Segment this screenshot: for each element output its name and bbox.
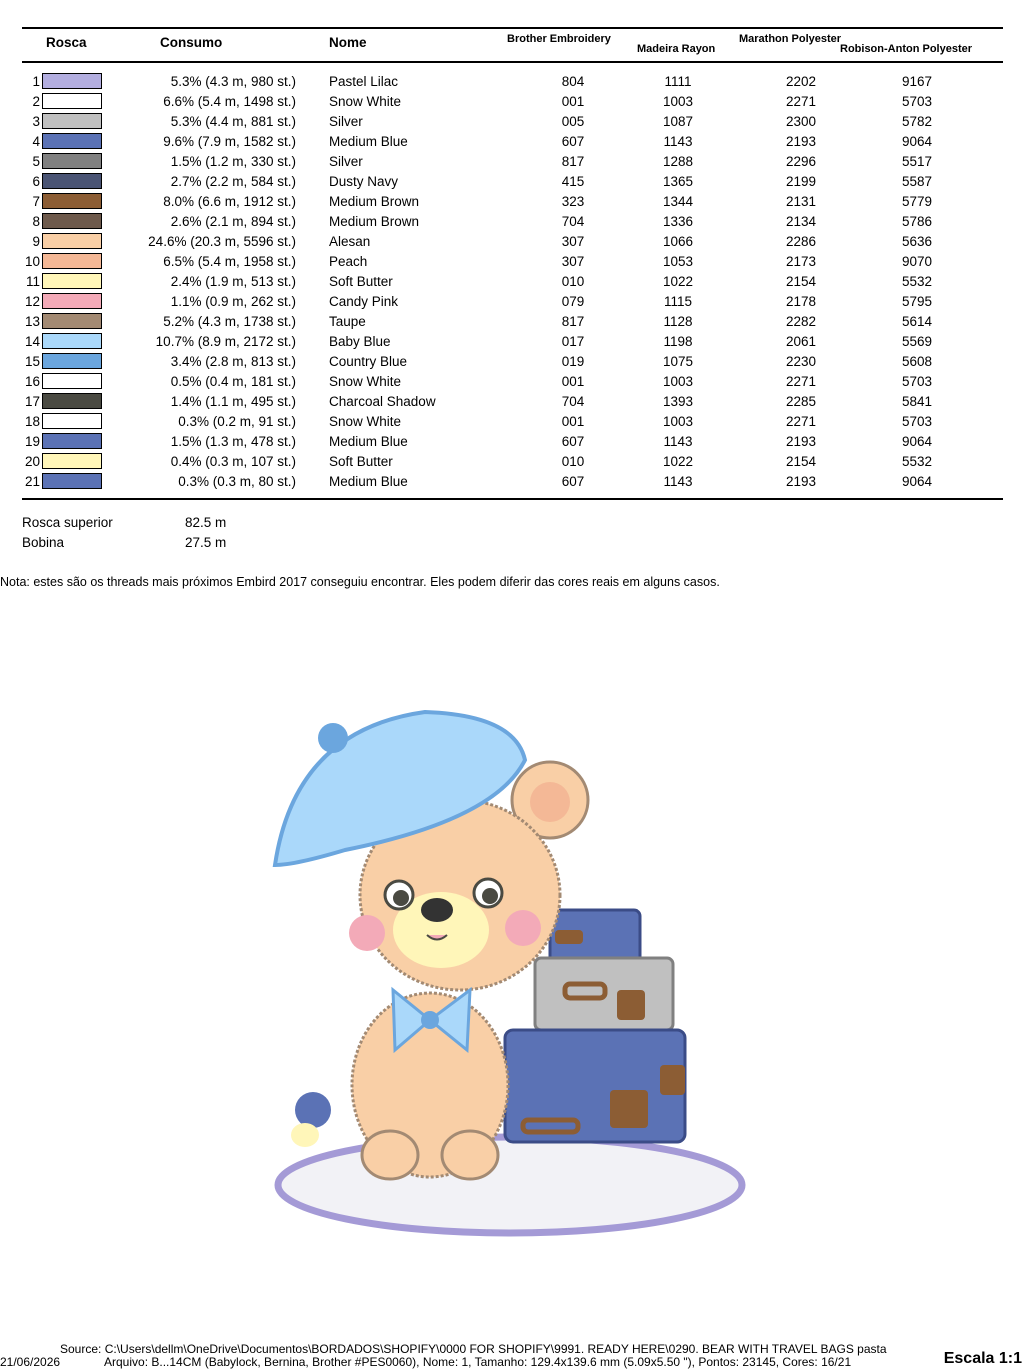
row-madeira: 1003 [662,414,694,429]
row-consumo: 2.7% (2.2 m, 584 st.) [170,174,296,189]
row-marathon: 2230 [785,354,817,369]
row-marathon: 2154 [785,274,817,289]
table-row [0,212,1024,232]
row-number: 3 [32,114,40,129]
header-consumo: Consumo [160,35,223,50]
row-madeira: 1393 [662,394,694,409]
color-swatch [42,433,102,449]
row-robison: 5782 [901,114,933,129]
color-swatch [42,453,102,469]
row-nome: Baby Blue [329,334,391,349]
row-robison: 5795 [901,294,933,309]
color-swatch [42,93,102,109]
row-nome: Candy Pink [329,294,399,309]
row-consumo: 0.4% (0.3 m, 107 st.) [170,454,296,469]
table-row [0,132,1024,152]
row-robison: 5532 [901,454,933,469]
row-brother: 005 [561,114,585,129]
table-row [0,92,1024,112]
row-consumo: 1.1% (0.9 m, 262 st.) [170,294,296,309]
header-robison: Robison-Anton Polyester [840,43,973,55]
row-madeira: 1288 [662,154,694,169]
row-robison: 5614 [901,314,933,329]
row-robison: 9070 [901,254,933,269]
row-marathon: 2193 [785,474,817,489]
footer-scale: Escala 1:1 [943,1350,1022,1367]
row-consumo: 5.3% (4.4 m, 881 st.) [170,114,296,129]
row-marathon: 2199 [785,174,817,189]
row-nome: Silver [329,154,363,169]
row-madeira: 1066 [662,234,694,249]
row-nome: Medium Brown [329,214,420,229]
row-brother: 704 [561,214,585,229]
row-consumo: 1.5% (1.3 m, 478 st.) [170,434,296,449]
table-row [0,292,1024,312]
row-brother: 415 [561,174,585,189]
row-consumo: 3.4% (2.8 m, 813 st.) [170,354,296,369]
row-robison: 5703 [901,94,933,109]
header-bottom-rule [22,61,1003,63]
row-robison: 5608 [901,354,933,369]
row-robison: 9064 [901,474,933,489]
color-swatch [42,293,102,309]
row-madeira: 1128 [663,314,693,329]
row-consumo: 5.2% (4.3 m, 1738 st.) [163,314,296,329]
color-swatch [42,213,102,229]
header-nome: Nome [329,35,367,50]
row-madeira: 1111 [664,74,692,89]
row-nome: Snow White [329,374,402,389]
row-brother: 001 [561,414,585,429]
row-brother: 323 [561,194,585,209]
row-robison: 5636 [901,234,933,249]
table-row [0,252,1024,272]
table-row [0,72,1024,92]
table-row [0,312,1024,332]
row-brother: 079 [561,294,585,309]
row-robison: 5517 [901,154,933,169]
row-nome: Medium Brown [329,194,420,209]
table-row [0,112,1024,132]
row-nome: Alesan [329,234,371,249]
row-number: 20 [24,454,40,469]
color-swatch [42,333,102,349]
color-swatch [42,193,102,209]
row-number: 1 [32,74,40,89]
row-marathon: 2193 [785,134,817,149]
color-swatch [42,173,102,189]
row-number: 13 [24,314,40,329]
row-brother: 607 [561,434,585,449]
color-swatch [42,153,102,169]
row-marathon: 2178 [785,294,817,309]
total-superior-value: 82.5 m [185,515,227,530]
row-robison: 5569 [901,334,933,349]
total-bobina-label: Bobina [22,535,65,550]
color-swatch [42,233,102,249]
row-consumo: 6.6% (5.4 m, 1498 st.) [163,94,296,109]
row-marathon: 2285 [785,394,817,409]
table-row [0,472,1024,492]
row-consumo: 10.7% (8.9 m, 2172 st.) [155,334,296,349]
row-consumo: 2.4% (1.9 m, 513 st.) [170,274,296,289]
color-swatch [42,353,102,369]
table-bottom-rule [22,498,1003,500]
row-brother: 607 [561,474,585,489]
row-number: 9 [32,234,40,249]
row-robison: 9064 [901,134,933,149]
row-number: 19 [24,434,40,449]
row-robison: 9167 [901,74,933,89]
table-row [0,152,1024,172]
footer-source: Source: C:\Users\dellm\OneDrive\Documentos\BORDADOS\SHOPIFY\0000 FOR SHOPIFY\9991. READY HERE\0290. BEAR WITH TRAVEL BAGS pasta [60,1342,887,1356]
row-robison: 5587 [901,174,933,189]
header-rosca: Rosca [46,35,87,50]
table-row [0,392,1024,412]
row-robison: 5703 [901,414,933,429]
row-brother: 010 [561,454,585,469]
table-row [0,412,1024,432]
color-swatch [42,393,102,409]
row-nome: Soft Butter [329,274,393,289]
table-row [0,192,1024,212]
row-marathon: 2173 [785,254,817,269]
row-nome: Charcoal Shadow [329,394,436,409]
row-number: 7 [32,194,40,209]
row-brother: 804 [561,74,585,89]
row-number: 4 [32,134,40,149]
row-nome: Taupe [329,314,366,329]
table-row [0,432,1024,452]
row-consumo: 1.5% (1.2 m, 330 st.) [170,154,296,169]
row-marathon: 2202 [785,74,817,89]
row-consumo: 9.6% (7.9 m, 1582 st.) [163,134,296,149]
row-madeira: 1365 [662,174,694,189]
row-madeira: 1143 [663,134,693,149]
row-number: 14 [24,334,40,349]
table-row [0,372,1024,392]
color-swatch [42,473,102,489]
row-number: 12 [24,294,40,309]
row-robison: 9064 [901,434,933,449]
row-nome: Snow White [329,414,402,429]
row-madeira: 1143 [663,474,693,489]
row-marathon: 2271 [785,374,817,389]
row-marathon: 2131 [785,194,817,209]
row-number: 15 [24,354,40,369]
color-swatch [42,133,102,149]
row-brother: 607 [561,134,585,149]
row-number: 11 [25,274,40,289]
row-madeira: 1336 [662,214,694,229]
row-madeira: 1344 [662,194,694,209]
row-marathon: 2271 [785,94,817,109]
table-row [0,172,1024,192]
row-nome: Dusty Navy [329,174,399,189]
row-consumo: 24.6% (20.3 m, 5596 st.) [148,234,296,249]
row-madeira: 1022 [662,274,694,289]
row-brother: 001 [561,374,585,389]
row-nome: Soft Butter [329,454,393,469]
table-row [0,272,1024,292]
row-number: 6 [32,174,40,189]
row-consumo: 2.6% (2.1 m, 894 st.) [170,214,296,229]
row-madeira: 1053 [662,254,694,269]
row-brother: 307 [561,234,585,249]
row-number: 2 [32,94,40,109]
row-marathon: 2300 [785,114,817,129]
row-brother: 817 [561,154,585,169]
row-number: 17 [24,394,40,409]
row-consumo: 0.5% (0.4 m, 181 st.) [170,374,296,389]
row-brother: 307 [561,254,585,269]
color-swatch [42,273,102,289]
row-number: 10 [24,254,40,269]
total-superior-label: Rosca superior [22,515,113,530]
row-number: 5 [32,154,40,169]
row-robison: 5703 [901,374,933,389]
header-marathon: Marathon Polyester [739,33,842,45]
row-consumo: 5.3% (4.3 m, 980 st.) [170,74,296,89]
row-consumo: 6.5% (5.4 m, 1958 st.) [163,254,296,269]
row-number: 21 [24,474,40,489]
row-nome: Medium Blue [329,434,408,449]
row-nome: Country Blue [329,354,408,369]
table-top-rule [22,27,1003,29]
color-swatch [42,113,102,129]
row-consumo: 1.4% (1.1 m, 495 st.) [170,394,296,409]
row-number: 8 [32,214,40,229]
row-madeira: 1003 [662,374,694,389]
row-madeira: 1022 [662,454,694,469]
row-brother: 817 [561,314,585,329]
row-madeira: 1087 [662,114,694,129]
row-consumo: 8.0% (6.6 m, 1912 st.) [163,194,296,209]
row-robison: 5786 [901,214,933,229]
header-madeira: Madeira Rayon [637,43,716,55]
row-nome: Medium Blue [329,474,408,489]
table-row [0,232,1024,252]
row-marathon: 2282 [785,314,817,329]
row-marathon: 2296 [785,154,817,169]
table-row [0,452,1024,472]
color-swatch [42,253,102,269]
row-nome: Silver [329,114,363,129]
table-row [0,352,1024,372]
row-marathon: 2061 [785,334,817,349]
row-marathon: 2134 [785,214,817,229]
row-nome: Snow White [329,94,402,109]
row-madeira: 1075 [662,354,694,369]
row-madeira: 1003 [662,94,694,109]
row-consumo: 0.3% (0.2 m, 91 st.) [178,414,296,429]
row-number: 18 [24,414,40,429]
row-marathon: 2271 [785,414,817,429]
row-nome: Medium Blue [329,134,408,149]
table-row [0,332,1024,352]
thread-note: Nota: estes são os threads mais próximos Embird 2017 conseguiu encontrar. Eles podem diferir das cores reais em alguns casos. [0,575,720,589]
row-madeira: 1143 [663,434,693,449]
total-bobina-value: 27.5 m [185,535,227,550]
row-marathon: 2286 [785,234,817,249]
row-consumo: 0.3% (0.3 m, 80 st.) [178,474,296,489]
embroidery-preview-image [255,690,755,1250]
row-robison: 5779 [901,194,933,209]
row-nome: Peach [329,254,368,269]
row-brother: 010 [561,274,585,289]
ground-mat [278,1137,742,1233]
footer-file-info: Arquivo: B...14CM (Babylock, Bernina, Brother #PES0060), Nome: 1, Tamanho: 129.4x139.6 mm (5.09x5.50 "), Pontos: 23145, Cores: 16/21 [104,1355,852,1369]
row-marathon: 2154 [785,454,817,469]
row-marathon: 2193 [785,434,817,449]
row-nome: Pastel Lilac [329,74,399,89]
thread-table-body [0,72,1024,492]
color-swatch [42,313,102,329]
row-brother: 001 [561,94,585,109]
color-swatch [42,373,102,389]
row-madeira: 1115 [663,294,693,309]
row-robison: 5841 [901,394,933,409]
row-brother: 704 [561,394,585,409]
row-robison: 5532 [901,274,933,289]
row-brother: 017 [561,334,585,349]
color-swatch [42,413,102,429]
row-brother: 019 [561,354,585,369]
row-madeira: 1198 [663,334,693,349]
color-swatch [42,73,102,89]
footer-date: 21/06/2026 [0,1355,61,1369]
header-brother: Brother Embroidery [507,33,611,45]
row-number: 16 [24,374,40,389]
